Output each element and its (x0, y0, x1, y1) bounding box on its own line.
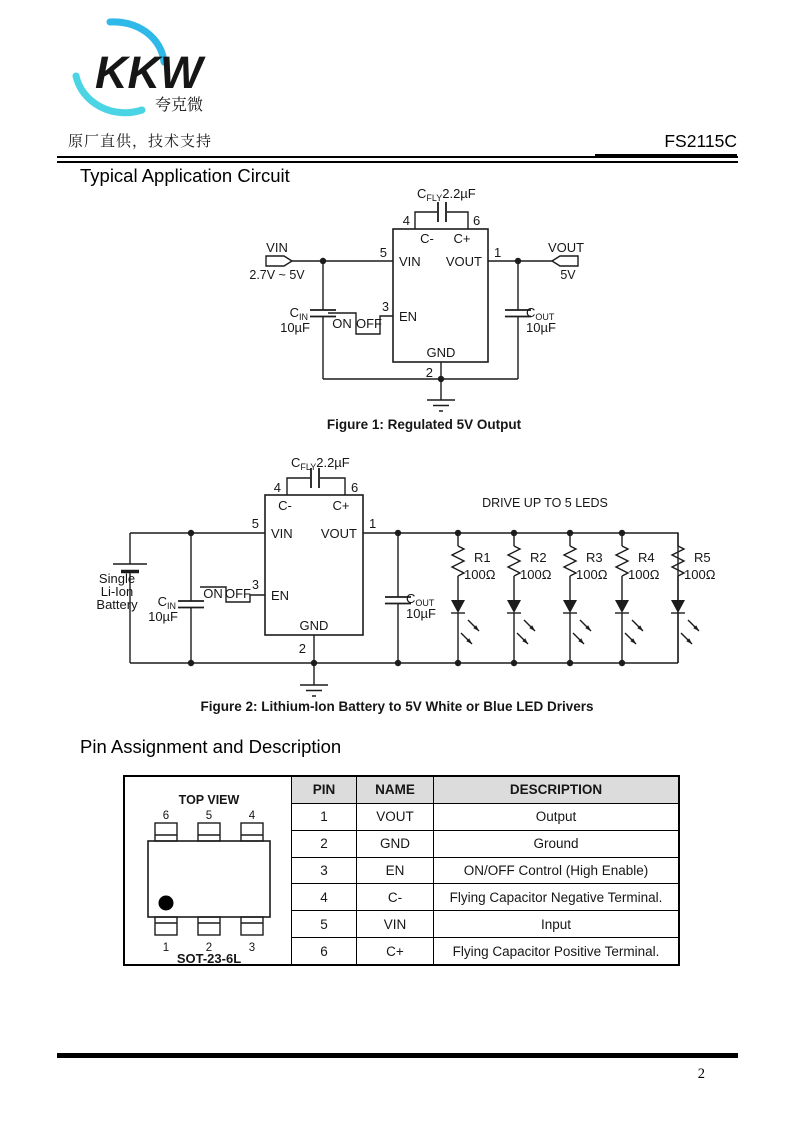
fig2-ic-gnd-label: GND (299, 618, 329, 633)
fig2-ic-cminus-label: C- (278, 498, 292, 513)
package-pin1-number: 1 (162, 941, 169, 954)
pin-cell: 4 (292, 884, 357, 910)
fig1-ic-cplus-label: C+ (453, 231, 471, 246)
description-header: DESCRIPTION (509, 782, 603, 798)
fig1-cfly-wire (415, 212, 468, 229)
fig2-cfly-wire (287, 478, 345, 495)
fig2-pin5-number: 5 (251, 516, 259, 531)
pin-cell: 5 (292, 911, 357, 937)
fig1-cin-label: $C_{IN}$ (289, 305, 308, 322)
resistor-r1-name: R1 (474, 550, 491, 565)
page-number: 2 (697, 1066, 705, 1082)
fig2-battery-label-line1: Single (98, 571, 136, 586)
package-drawing-cell (125, 777, 292, 964)
resistor-r4-name: R4 (638, 550, 655, 565)
package-pin5-number: 5 (205, 809, 212, 822)
fig1-pin1-number: 1 (494, 245, 502, 260)
name-cell: VOUT (357, 804, 434, 830)
fig1-vout-label: VOUT (547, 240, 585, 255)
resistor-r2-value: 100Ω (520, 567, 552, 582)
part-number: FS2115C (595, 131, 737, 156)
fig2-ic-vout-label: VOUT (320, 526, 357, 541)
description-cell: Flying Capacitor Positive Terminal. (452, 943, 660, 959)
fig2-cout-label: $C_{OUT}$ (406, 591, 435, 608)
fig2-drive-label: DRIVE UP TO 5 LEDS (482, 496, 608, 510)
section-heading-application-circuit: Typical Application Circuit (80, 165, 290, 186)
kkw-logo (62, 10, 237, 128)
fig2-ground-symbol (300, 685, 328, 696)
package-name-label: SOT-23-6L (176, 950, 241, 965)
fig1-cfly-capacitor (438, 202, 446, 222)
fig2-ic-vin-label: VIN (271, 526, 293, 541)
fig2-battery-label-line3: Battery (96, 597, 138, 612)
header-divider (57, 156, 738, 163)
resistor-r4-value: 100Ω (628, 567, 660, 582)
sot23-package-drawing (126, 777, 291, 965)
fig2-ic-box (265, 495, 363, 635)
fig2-cin-capacitor (178, 601, 204, 608)
fig1-ground-symbol (427, 400, 455, 411)
fig1-ic-en-label: EN (399, 309, 418, 324)
fig2-cin-label: $C_{IN}$ (157, 594, 176, 611)
name-cell: VIN (357, 911, 434, 937)
logo-text: KKW (95, 47, 203, 98)
pin-assignment-table (123, 775, 680, 966)
fig2-pin4-number: 4 (273, 480, 281, 495)
name-header: NAME (357, 777, 434, 803)
fig2-ic-en-label: EN (271, 588, 290, 603)
description-cell: ON/OFF Control (High Enable) (463, 863, 649, 878)
description-cell: Flying Capacitor Negative Terminal. (449, 889, 663, 905)
resistor-r3-value: 100Ω (576, 567, 608, 582)
figure1-caption: Figure 1: Regulated 5V Output (326, 417, 522, 432)
package-pin4-number: 4 (248, 809, 255, 822)
footer-divider (57, 1053, 738, 1058)
resistor-r5-value: 100Ω (684, 567, 716, 582)
fig2-switch-on-label: ON (203, 586, 223, 601)
fig1-ic-vout-label: VOUT (445, 254, 482, 269)
resistor-r1-value: 100Ω (464, 567, 496, 582)
resistor-r2-name: R2 (530, 550, 547, 565)
description-cell: Input (540, 916, 572, 932)
table-row (292, 937, 678, 964)
pin-header: PIN (292, 777, 357, 803)
package-pin1-dot (158, 895, 173, 910)
pin-cell: 1 (292, 804, 357, 830)
fig1-ic-box (393, 229, 488, 362)
pin-cell: 2 (292, 831, 357, 857)
section-heading-pin-assignment: Pin Assignment and Description (80, 736, 342, 757)
resistor-r3-name: R3 (586, 550, 603, 565)
name-cell: C- (357, 884, 434, 910)
fig1-switch-off-label: OFF (356, 316, 382, 331)
logo-subtext: 夸克微 (155, 97, 204, 114)
fig2-pin1-number: 1 (369, 516, 377, 531)
name-cell: GND (357, 831, 434, 857)
fig1-ic-gnd-label: GND (426, 345, 456, 360)
company-tagline: 原厂直供，技术支持 (68, 134, 213, 150)
fig2-ic-cplus-label: C+ (332, 498, 350, 513)
table-row (292, 883, 678, 910)
fig2-cfly-label: $C_{FLY}2.2\mu F$ (291, 455, 350, 472)
pin-cell: 6 (292, 938, 357, 964)
package-top-view-label: TOP VIEW (178, 792, 239, 807)
fig1-pin4-number: 4 (402, 213, 410, 228)
resistor-r5-name: R5 (694, 550, 711, 565)
fig1-vin-range: 2.7V ~ 5V (249, 268, 305, 282)
fig2-pin3-number: 3 (252, 578, 259, 592)
package-pin3-number: 3 (248, 941, 255, 954)
fig2-pin2-number: 2 (298, 641, 306, 656)
fig1-vin-terminal (266, 256, 292, 266)
name-cell: EN (357, 858, 434, 884)
figure2-caption: Figure 2: Lithium-Ion Battery to 5V White or Blue LED Drivers (200, 699, 594, 714)
fig1-pin3-number: 3 (382, 300, 389, 314)
fig1-pin6-number: 6 (473, 213, 481, 228)
fig1-cout-label: $C_{OUT}$ (526, 305, 555, 322)
table-row (292, 857, 678, 884)
package-pin6-number: 6 (162, 809, 169, 822)
name-cell: C+ (357, 938, 434, 964)
table-row (292, 910, 678, 937)
fig1-vout-terminal (552, 256, 578, 266)
fig1-switch-on-label: ON (332, 316, 352, 331)
pin-table-grid (292, 777, 678, 964)
fig1-cout-value: 10µF (526, 320, 556, 335)
figure2-circuit-diagram (0, 450, 793, 718)
fig1-ic-cminus-label: C- (420, 231, 434, 246)
fig2-pin6-number: 6 (351, 480, 359, 495)
pin-table-header-row (292, 777, 678, 803)
table-row (292, 830, 678, 857)
fig1-cin-value: 10µF (280, 320, 310, 335)
fig1-pin5-number: 5 (379, 245, 387, 260)
description-cell: Ground (533, 836, 579, 852)
table-row (292, 803, 678, 830)
fig2-cout-value: 10µF (406, 606, 436, 621)
fig1-pin2-number: 2 (425, 365, 433, 380)
pin-cell: 3 (292, 858, 357, 884)
fig2-switch-off-label: OFF (225, 586, 251, 601)
package-pin2-number: 2 (205, 941, 212, 954)
fig1-cfly-label: $C_{FLY}2.2\mu F$ (417, 186, 476, 203)
fig1-ic-vin-label: VIN (399, 254, 421, 269)
fig1-vin-label: VIN (266, 240, 288, 255)
fig2-cin-value: 10µF (148, 609, 178, 624)
fig1-vout-value: 5V (560, 268, 576, 282)
fig2-battery-label-line2: Li-Ion (100, 584, 134, 599)
figure1-circuit-diagram (0, 185, 793, 440)
description-cell: Output (535, 809, 577, 825)
